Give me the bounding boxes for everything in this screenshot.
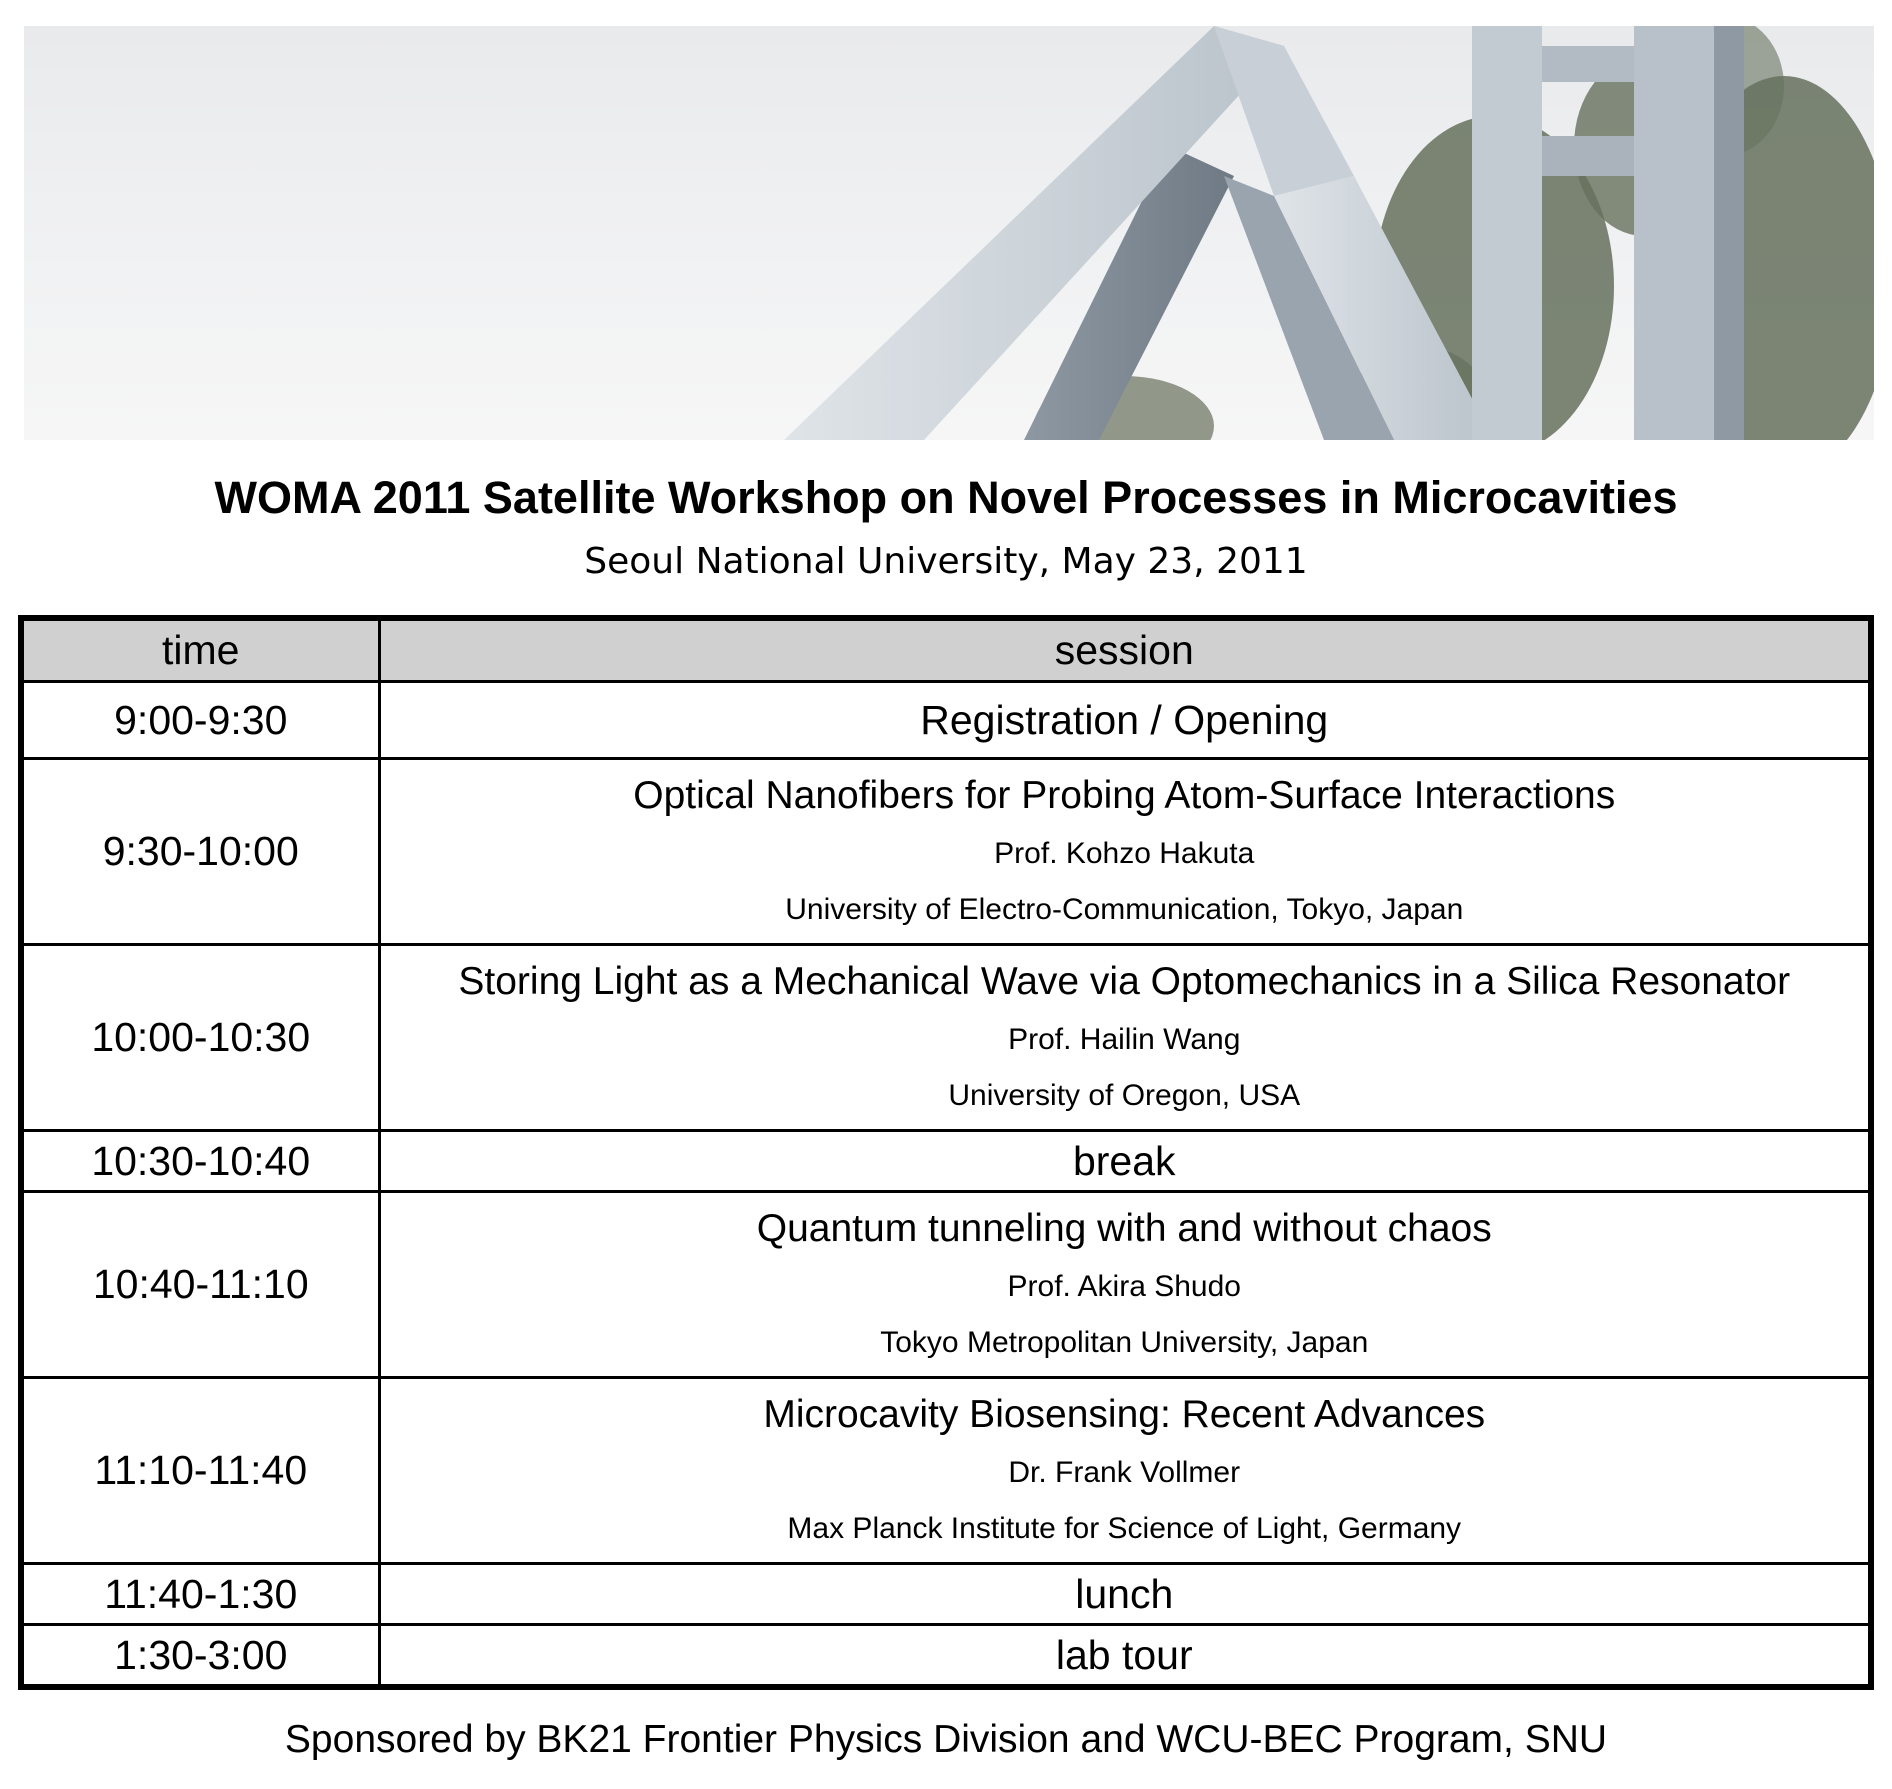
session-cell: [379, 759, 1871, 945]
speaker-name: Dr. Frank Vollmer: [1008, 1455, 1241, 1489]
steel-tower-cross-2: [1542, 46, 1634, 82]
session-cell: [379, 945, 1871, 1131]
talk-title: Quantum tunneling with and without chaos: [756, 1206, 1492, 1250]
table-row: [21, 1564, 1871, 1625]
speaker-name: Prof. Akira Shudo: [1007, 1269, 1241, 1303]
steel-beam-left: [784, 26, 1284, 440]
time-cell: 9:00-9:30: [21, 682, 379, 759]
time-cell: 10:40-11:10: [21, 1192, 379, 1378]
time-cell: 11:40-1:30: [21, 1564, 379, 1625]
sponsor-footer: Sponsored by BK21 Frontier Physics Division and WCU-BEC Program, SNU: [284, 1718, 1608, 1761]
speaker-affiliation: University of Oregon, USA: [948, 1078, 1301, 1112]
table-row: [21, 1378, 1871, 1564]
schedule-table: [18, 615, 1874, 1690]
page-title: WOMA 2011 Satellite Workshop on Novel Processes in Microcavities: [214, 472, 1678, 523]
talk-title: Storing Light as a Mechanical Wave via Optomechanics in a Silica Resonator: [458, 959, 1791, 1003]
talk-title: Optical Nanofibers for Probing Atom-Surface Interactions: [633, 773, 1616, 817]
speaker-affiliation: Max Planck Institute for Science of Light, Germany: [787, 1511, 1462, 1545]
table-row: [21, 945, 1871, 1131]
speaker-affiliation: University of Electro-Communication, Tokyo, Japan: [785, 892, 1464, 926]
session-cell: [379, 1192, 1871, 1378]
session-cell: break: [379, 1131, 1871, 1192]
session-cell: lunch: [379, 1564, 1871, 1625]
time-cell: 11:10-11:40: [21, 1378, 379, 1564]
steel-tower-shadow: [1714, 26, 1744, 440]
time-cell: 9:30-10:00: [21, 759, 379, 945]
talk-title: Microcavity Biosensing: Recent Advances: [763, 1392, 1486, 1436]
table-row: [21, 1625, 1871, 1688]
session-cell: Registration / Opening: [379, 682, 1871, 759]
column-header-session: session: [379, 618, 1871, 682]
steel-beam-apex: [1214, 26, 1354, 196]
session-cell: lab tour: [379, 1625, 1871, 1688]
speaker-name: Prof. Hailin Wang: [1008, 1022, 1241, 1056]
speaker-name: Prof. Kohzo Hakuta: [994, 836, 1255, 870]
steel-tower-cross-1: [1542, 136, 1634, 176]
table-row: [21, 759, 1871, 945]
time-cell: 10:00-10:30: [21, 945, 379, 1131]
table-header-row: [21, 618, 1871, 682]
table-row: [21, 682, 1871, 759]
steel-tower-right: [1634, 26, 1714, 440]
speaker-affiliation: Tokyo Metropolitan University, Japan: [880, 1325, 1369, 1359]
table-row: [21, 1131, 1871, 1192]
time-cell: 10:30-10:40: [21, 1131, 379, 1192]
page-subtitle: Seoul National University, May 23, 2011: [584, 541, 1308, 582]
header-photo: [24, 26, 1874, 440]
table-row: [21, 1192, 1871, 1378]
time-cell: 1:30-3:00: [21, 1625, 379, 1688]
session-cell: [379, 1378, 1871, 1564]
steel-tower-left: [1472, 26, 1542, 440]
column-header-time: time: [21, 618, 379, 682]
